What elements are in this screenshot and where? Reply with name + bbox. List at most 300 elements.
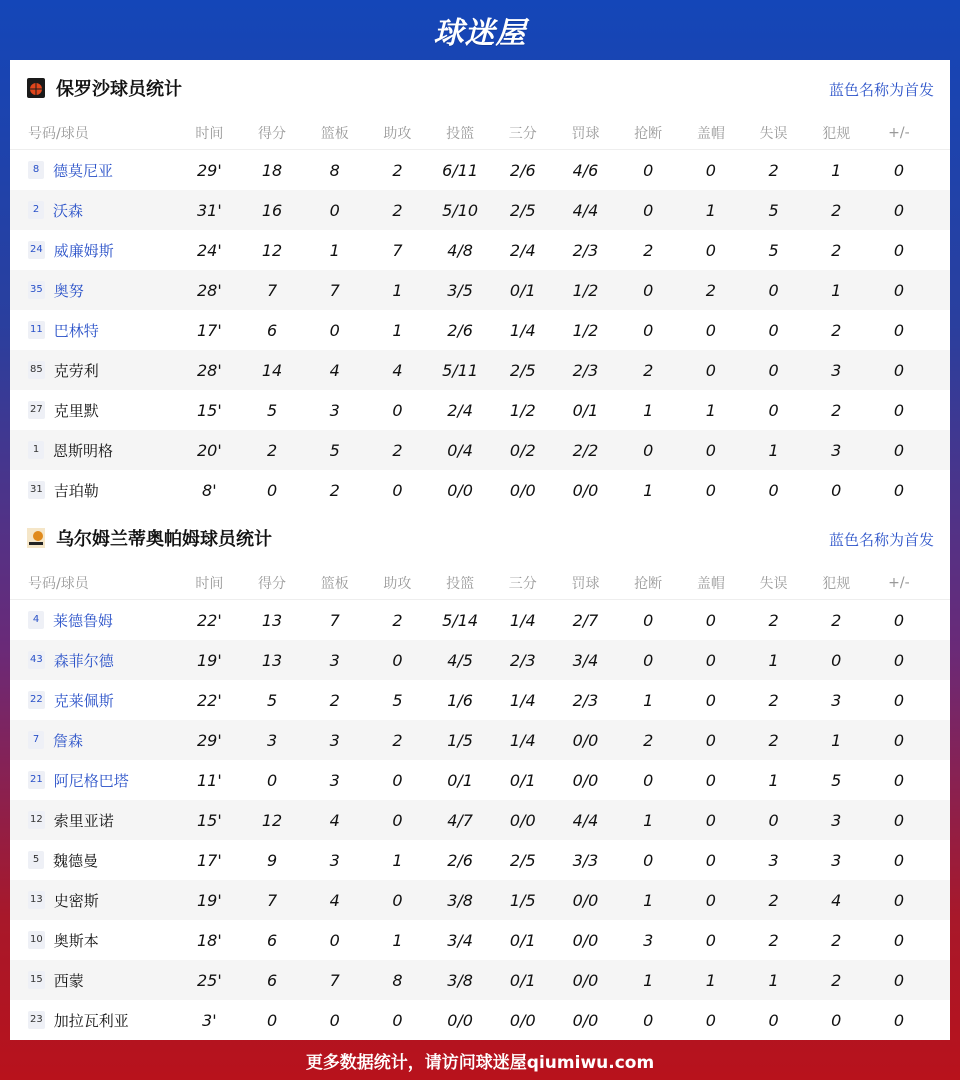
stat-cell: 7 xyxy=(392,240,403,260)
stat-cell: 2 xyxy=(768,890,779,910)
column-header: +/- xyxy=(888,574,910,591)
stat-cell: 6 xyxy=(266,320,278,340)
stat-cell: 0 xyxy=(705,810,716,830)
basketball-crest-icon xyxy=(26,77,46,99)
stat-cell: 5 xyxy=(266,400,278,420)
stat-cell: 0 xyxy=(643,650,654,670)
column-header: 投篮 xyxy=(446,575,475,592)
stat-cell: 24' xyxy=(196,240,222,260)
stat-cell: 2 xyxy=(392,440,403,460)
player-name: 西蒙 xyxy=(53,971,84,990)
player-row xyxy=(10,430,950,470)
column-header: 三分 xyxy=(508,125,537,142)
stat-cell: 4/6 xyxy=(572,160,599,180)
column-header: 盖帽 xyxy=(696,575,725,592)
stat-cell: 29' xyxy=(196,730,222,750)
stat-cell: 1/4 xyxy=(509,690,536,710)
stat-cell: 0/1 xyxy=(509,970,536,990)
player-cell xyxy=(10,440,178,461)
stat-cell: 5 xyxy=(392,690,403,710)
stat-cell: 4 xyxy=(329,360,340,380)
player-cell xyxy=(10,930,178,951)
stat-cell: 0 xyxy=(266,1010,278,1030)
column-header: 助攻 xyxy=(383,125,412,142)
stat-cell: 3/8 xyxy=(447,970,473,990)
player-name: 威廉姆斯 xyxy=(53,241,114,260)
stat-cell: 15' xyxy=(196,400,222,420)
stat-cell: 3 xyxy=(831,690,842,710)
starter-legend-note: 蓝色名称为首发 xyxy=(828,81,934,99)
stat-cell: 0/0 xyxy=(572,730,599,750)
stat-cell: 1 xyxy=(329,240,340,260)
table-header-row xyxy=(10,116,950,150)
stat-cell: 0 xyxy=(893,690,904,710)
jersey-number-badge: 2 xyxy=(28,201,44,219)
column-header: 篮板 xyxy=(320,125,349,142)
stat-cell: 2/2 xyxy=(572,440,599,460)
stat-cell: 20' xyxy=(196,440,222,460)
stat-cell: 0 xyxy=(893,810,904,830)
stat-cell: 12 xyxy=(261,240,283,260)
stat-cell: 4/4 xyxy=(572,810,599,830)
stat-cell: 18' xyxy=(196,930,222,950)
stat-cell: 1 xyxy=(643,810,654,830)
stat-cell: 2 xyxy=(329,480,340,500)
stat-cell: 0/0 xyxy=(509,1010,536,1030)
stat-cell: 3 xyxy=(831,850,842,870)
jersey-number-badge: 27 xyxy=(28,401,45,419)
column-header: 得分 xyxy=(258,125,287,142)
stat-cell: 0 xyxy=(831,480,842,500)
player-row xyxy=(10,760,950,800)
stat-cell: 2 xyxy=(329,690,340,710)
stat-cell: 2/3 xyxy=(572,690,599,710)
stat-cell: 5/11 xyxy=(442,360,479,380)
player-cell xyxy=(10,240,178,261)
stat-cell: 0/0 xyxy=(572,930,599,950)
stat-cell: 2 xyxy=(705,280,716,300)
stat-cell: 14 xyxy=(261,360,283,380)
stat-cell: 29' xyxy=(196,160,222,180)
player-name: 克劳利 xyxy=(53,361,99,380)
stat-cell: 0 xyxy=(893,200,904,220)
stat-cell: 1 xyxy=(392,280,403,300)
stat-cell: 2/3 xyxy=(572,240,599,260)
stat-cell: 0 xyxy=(893,240,904,260)
jersey-number-badge: 13 xyxy=(28,891,45,909)
stat-cell: 2 xyxy=(768,160,779,180)
stat-cell: 5 xyxy=(831,770,842,790)
stat-cell: 0 xyxy=(705,730,716,750)
stat-cell: 2 xyxy=(643,730,654,750)
stat-cell: 2 xyxy=(643,240,654,260)
stat-cell: 2 xyxy=(392,200,403,220)
jersey-number-badge: 22 xyxy=(28,691,45,709)
team-section-header xyxy=(10,510,950,566)
stat-cell: 4/8 xyxy=(447,240,473,260)
stat-cell: 2/5 xyxy=(509,360,536,380)
column-header: 号码/球员 xyxy=(28,125,89,142)
stat-cell: 0/0 xyxy=(447,480,473,500)
stat-cell: 1 xyxy=(705,400,716,420)
stat-cell: 0 xyxy=(893,770,904,790)
column-header: 犯规 xyxy=(822,125,851,142)
player-row xyxy=(10,190,950,230)
stat-cell: 15' xyxy=(196,810,222,830)
stat-cell: 12 xyxy=(261,810,283,830)
stat-cell: 0 xyxy=(643,610,654,630)
stat-cell: 3 xyxy=(266,730,278,750)
player-row xyxy=(10,230,950,270)
stat-cell: 2/5 xyxy=(509,850,536,870)
stat-cell: 2 xyxy=(768,690,779,710)
stat-cell: 0 xyxy=(768,320,779,340)
player-name: 克里默 xyxy=(53,401,99,420)
stat-cell: 2 xyxy=(831,970,842,990)
player-row xyxy=(10,640,950,680)
stat-cell: 3 xyxy=(831,440,842,460)
stat-cell: 2/5 xyxy=(509,200,536,220)
stat-cell: 1 xyxy=(768,770,779,790)
player-name: 詹森 xyxy=(53,731,84,750)
stat-cell: 3/4 xyxy=(572,650,599,670)
stat-cell: 2/7 xyxy=(572,610,599,630)
stat-cell: 0 xyxy=(643,280,654,300)
table-header-row xyxy=(10,566,950,600)
player-name: 恩斯明格 xyxy=(53,441,114,460)
stat-cell: 0 xyxy=(643,1010,654,1030)
stat-cell: 9 xyxy=(266,850,278,870)
jersey-number-badge: 12 xyxy=(28,811,45,829)
player-cell xyxy=(10,970,178,991)
stat-cell: 0 xyxy=(705,1010,716,1030)
stat-cell: 0/0 xyxy=(509,810,536,830)
stat-cell: 0 xyxy=(768,1010,779,1030)
player-cell xyxy=(10,810,178,831)
player-name: 奥努 xyxy=(53,281,84,300)
column-header: 助攻 xyxy=(383,575,412,592)
column-header: 三分 xyxy=(508,575,537,592)
jersey-number-badge: 24 xyxy=(28,241,45,259)
footer-text[interactable]: 更多数据统计，请访问球迷屋qiumiwu.com xyxy=(305,1052,655,1073)
stat-cell: 1 xyxy=(643,480,654,500)
player-cell xyxy=(10,320,178,341)
player-row xyxy=(10,880,950,920)
player-row xyxy=(10,800,950,840)
stat-cell: 7 xyxy=(329,280,340,300)
stat-cell: 0 xyxy=(893,440,904,460)
stat-cell: 0 xyxy=(705,930,716,950)
stat-cell: 1 xyxy=(705,970,716,990)
stat-cell: 31' xyxy=(196,200,222,220)
column-header: 盖帽 xyxy=(696,125,725,142)
jersey-number-badge: 11 xyxy=(28,321,45,339)
player-row xyxy=(10,600,950,640)
stat-cell: 2 xyxy=(392,730,403,750)
stat-cell: 0 xyxy=(392,890,403,910)
stat-cell: 0 xyxy=(768,280,779,300)
stat-cell: 0 xyxy=(266,480,278,500)
player-cell xyxy=(10,160,178,181)
stat-cell: 2 xyxy=(831,320,842,340)
stat-cell: 1/2 xyxy=(572,280,599,300)
team-logo-icon xyxy=(26,527,46,549)
stat-cell: 3 xyxy=(643,930,654,950)
stat-cell: 5 xyxy=(768,200,779,220)
stat-cell: 28' xyxy=(196,360,222,380)
stat-cell: 11' xyxy=(196,770,222,790)
stat-cell: 8' xyxy=(202,480,217,500)
stat-cell: 0 xyxy=(643,320,654,340)
column-header: 抢断 xyxy=(634,125,663,142)
stat-cell: 4/7 xyxy=(447,810,473,830)
stat-cell: 0 xyxy=(643,440,654,460)
brand-logo: 球迷屋 xyxy=(433,16,527,51)
player-name: 巴林特 xyxy=(53,321,99,340)
stat-cell: 0 xyxy=(768,400,779,420)
stats-card xyxy=(10,60,950,1040)
stat-cell: 2 xyxy=(392,160,403,180)
stat-cell: 7 xyxy=(329,610,340,630)
player-row xyxy=(10,720,950,760)
player-name: 奥斯本 xyxy=(53,931,99,950)
stat-cell: 3 xyxy=(329,770,340,790)
stat-cell: 0 xyxy=(392,1010,403,1030)
player-row xyxy=(10,390,950,430)
stat-cell: 2 xyxy=(768,610,779,630)
stat-cell: 0 xyxy=(392,770,403,790)
column-header: 罚球 xyxy=(571,575,600,592)
footer-banner[interactable] xyxy=(0,1040,960,1080)
stat-cell: 0 xyxy=(893,850,904,870)
stat-cell: 22' xyxy=(196,610,222,630)
stat-cell: 1/4 xyxy=(509,320,536,340)
stat-cell: 0 xyxy=(705,480,716,500)
stat-cell: 0/0 xyxy=(572,1010,599,1030)
player-cell xyxy=(10,480,178,501)
stat-cell: 0 xyxy=(329,930,340,950)
column-header: 号码/球员 xyxy=(28,575,89,592)
stat-cell: 2 xyxy=(643,360,654,380)
stat-cell: 3/8 xyxy=(447,890,473,910)
stat-cell: 8 xyxy=(329,160,340,180)
player-name: 沃森 xyxy=(53,201,84,220)
player-row xyxy=(10,840,950,880)
stat-cell: 3 xyxy=(831,360,842,380)
stat-cell: 1/4 xyxy=(509,610,536,630)
stat-cell: 2 xyxy=(831,400,842,420)
stat-cell: 6 xyxy=(266,970,278,990)
stat-cell: 3 xyxy=(831,810,842,830)
stat-cell: 0/0 xyxy=(572,770,599,790)
stat-cell: 16 xyxy=(261,200,283,220)
stat-cell: 2/4 xyxy=(509,240,536,260)
stat-cell: 19' xyxy=(196,650,222,670)
stat-cell: 1 xyxy=(643,970,654,990)
team-section-header xyxy=(10,60,950,116)
player-row xyxy=(10,680,950,720)
player-cell xyxy=(10,360,178,381)
stat-cell: 0 xyxy=(831,1010,842,1030)
stat-cell: 0 xyxy=(705,770,716,790)
team-blocks xyxy=(10,60,950,1040)
stat-cell: 4 xyxy=(329,810,340,830)
stat-cell: 17' xyxy=(196,850,222,870)
column-header: 抢断 xyxy=(634,575,663,592)
stat-cell: 0 xyxy=(392,480,403,500)
stat-cell: 1 xyxy=(831,160,842,180)
stat-cell: 2 xyxy=(831,610,842,630)
stat-cell: 0/0 xyxy=(509,480,536,500)
stat-cell: 0 xyxy=(643,770,654,790)
stat-cell: 0 xyxy=(893,400,904,420)
stat-cell: 0 xyxy=(893,650,904,670)
stat-cell: 4/5 xyxy=(447,650,473,670)
team-section xyxy=(10,60,950,510)
stat-cell: 0 xyxy=(705,890,716,910)
stat-cell: 0 xyxy=(705,610,716,630)
stat-cell: 2 xyxy=(392,610,403,630)
stat-cell: 1 xyxy=(831,730,842,750)
stat-cell: 3 xyxy=(329,650,340,670)
player-name: 加拉瓦利亚 xyxy=(53,1011,129,1030)
stat-cell: 13 xyxy=(261,650,283,670)
team-section xyxy=(10,510,950,1040)
stat-cell: 2 xyxy=(768,930,779,950)
stat-cell: 0/0 xyxy=(572,480,599,500)
stat-cell: 0 xyxy=(643,850,654,870)
player-name: 史密斯 xyxy=(53,891,99,910)
stat-cell: 4 xyxy=(392,360,403,380)
stat-cell: 7 xyxy=(329,970,340,990)
player-cell xyxy=(10,200,178,221)
jersey-number-badge: 8 xyxy=(28,161,44,179)
stat-cell: 1 xyxy=(768,650,779,670)
stat-cell: 5/14 xyxy=(442,610,479,630)
stat-cell: 0 xyxy=(705,650,716,670)
jersey-number-badge: 4 xyxy=(28,611,44,629)
stat-cell: 2/6 xyxy=(509,160,536,180)
jersey-number-badge: 21 xyxy=(28,771,45,789)
stat-cell: 4 xyxy=(329,890,340,910)
stat-cell: 1 xyxy=(768,970,779,990)
stat-cell: 0 xyxy=(893,1010,904,1030)
stat-cell: 1 xyxy=(392,320,403,340)
top-bar xyxy=(0,0,960,60)
stat-cell: 0 xyxy=(768,360,779,380)
player-cell xyxy=(10,1010,178,1031)
stat-cell: 5/10 xyxy=(442,200,479,220)
player-name: 阿尼格巴塔 xyxy=(53,771,129,790)
stat-cell: 3 xyxy=(329,400,340,420)
stat-cell: 0/4 xyxy=(447,440,473,460)
jersey-number-badge: 5 xyxy=(28,851,44,869)
stat-cell: 1 xyxy=(392,850,403,870)
column-header: 时间 xyxy=(195,575,224,592)
stat-cell: 0/1 xyxy=(509,770,536,790)
player-cell xyxy=(10,850,178,871)
stat-cell: 1 xyxy=(705,200,716,220)
jersey-number-badge: 23 xyxy=(28,1011,45,1029)
stat-cell: 0 xyxy=(643,160,654,180)
stat-cell: 3/4 xyxy=(447,930,473,950)
player-name: 德莫尼亚 xyxy=(53,161,114,180)
stat-cell: 2 xyxy=(831,200,842,220)
stat-cell: 0 xyxy=(893,610,904,630)
stat-cell: 0/0 xyxy=(572,890,599,910)
jersey-number-badge: 15 xyxy=(28,971,45,989)
stat-cell: 1 xyxy=(831,280,842,300)
stat-cell: 1/2 xyxy=(509,400,536,420)
player-cell xyxy=(10,610,178,631)
player-row xyxy=(10,1000,950,1040)
column-header: 失误 xyxy=(759,125,788,142)
stat-cell: 7 xyxy=(266,280,278,300)
column-header: 时间 xyxy=(195,125,224,142)
stat-cell: 1/4 xyxy=(509,730,536,750)
stat-cell: 2/3 xyxy=(572,360,599,380)
stat-cell: 8 xyxy=(392,970,403,990)
stat-cell: 0 xyxy=(392,400,403,420)
stat-cell: 18 xyxy=(261,160,283,180)
player-name: 森菲尔德 xyxy=(53,651,114,670)
player-name: 克莱佩斯 xyxy=(53,691,114,710)
stat-cell: 0/1 xyxy=(447,770,473,790)
stat-cell: 0 xyxy=(893,160,904,180)
jersey-number-badge: 85 xyxy=(28,361,45,379)
stat-cell: 0 xyxy=(705,240,716,260)
stat-cell: 0 xyxy=(768,480,779,500)
player-name: 魏德曼 xyxy=(53,851,99,870)
stat-cell: 1/2 xyxy=(572,320,599,340)
stat-cell: 0 xyxy=(329,1010,340,1030)
jersey-number-badge: 35 xyxy=(28,281,45,299)
stat-cell: 0/0 xyxy=(447,1010,473,1030)
player-cell xyxy=(10,690,178,711)
stat-cell: 3/5 xyxy=(447,280,473,300)
stat-cell: 0 xyxy=(893,480,904,500)
stat-cell: 1/5 xyxy=(509,890,536,910)
stat-cell: 0/1 xyxy=(509,930,536,950)
column-header: +/- xyxy=(888,124,910,141)
column-header: 犯规 xyxy=(822,575,851,592)
stat-cell: 0 xyxy=(392,810,403,830)
player-row xyxy=(10,920,950,960)
stat-cell: 0/1 xyxy=(572,400,599,420)
stat-cell: 0 xyxy=(705,320,716,340)
player-row xyxy=(10,310,950,350)
column-header: 罚球 xyxy=(571,125,600,142)
stat-cell: 1 xyxy=(643,890,654,910)
stat-cell: 2/3 xyxy=(509,650,536,670)
player-cell xyxy=(10,280,178,301)
stat-cell: 5 xyxy=(768,240,779,260)
stat-cell: 2 xyxy=(831,240,842,260)
stat-cell: 0 xyxy=(266,770,278,790)
stat-cell: 0 xyxy=(705,850,716,870)
stat-cell: 4/4 xyxy=(572,200,599,220)
stat-cell: 19' xyxy=(196,890,222,910)
stat-cell: 0/2 xyxy=(509,440,536,460)
column-header: 失误 xyxy=(759,575,788,592)
stat-cell: 0 xyxy=(705,440,716,460)
stat-cell: 3 xyxy=(329,850,340,870)
stat-cell: 0 xyxy=(705,160,716,180)
stat-cell: 25' xyxy=(196,970,222,990)
stat-cell: 0 xyxy=(705,690,716,710)
stat-cell: 2/6 xyxy=(447,320,473,340)
stat-cell: 0 xyxy=(831,650,842,670)
